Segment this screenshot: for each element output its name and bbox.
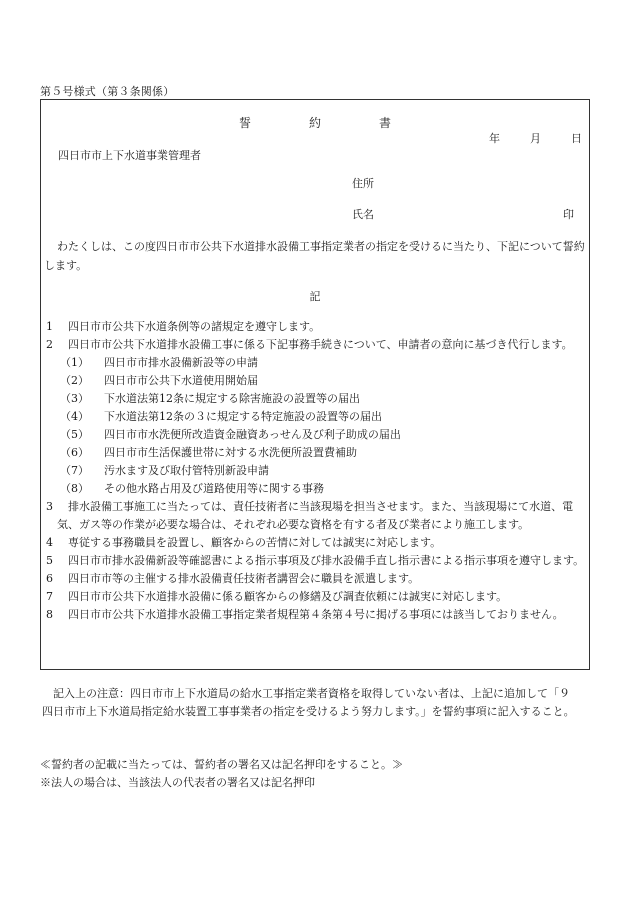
pledge-sub-item <box>46 444 586 462</box>
sub-item-number: （1） <box>60 356 89 369</box>
pledge-sub-item <box>46 354 586 372</box>
item-number: 1 <box>46 320 53 333</box>
item-text: 四日市市公共下水道排水設備工事指定業者規程第４条第４号に掲げる事項には該当しておりません。 <box>68 608 564 621</box>
item-number: 5 <box>46 554 53 567</box>
document-title <box>0 114 630 131</box>
title-char-2: 約 <box>308 116 321 130</box>
name-label: 氏名 <box>352 208 374 221</box>
corporation-footnote: ※法人の場合は、当該法人の代表者の署名又は記名押印 <box>40 776 315 789</box>
pledge-item <box>46 570 586 588</box>
item-text: 排水設備工事施工に当たっては、責任技術者に当該現場を担当させます。また、当該現場にて水道、電気、ガス等の作業が必要な場合は、それぞれ必要な資格を有する者及び業者により施工します。 <box>57 500 574 531</box>
pledge-item <box>46 534 586 552</box>
item-text: 四日市市排水設備新設等確認書による指示事項及び排水設備手直し指示書による指示事項を遵守します。 <box>68 554 585 567</box>
pledge-sub-item <box>46 408 586 426</box>
item-number: 3 <box>46 500 53 513</box>
pledge-items <box>46 318 586 624</box>
ki-heading: 記 <box>309 290 321 303</box>
sub-item-text: 下水道法第12条に規定する除害施設の設置等の届出 <box>104 392 360 405</box>
item-text: 四日市市公共下水道排水設備に係る顧客からの修繕及び調査依頼には誠実に対応します。 <box>68 590 508 603</box>
date-year: 年 <box>489 132 500 145</box>
sub-item-number: （8） <box>60 482 89 495</box>
signature-footnote: ≪誓約者の記載に当たっては、誓約者の署名又は記名押印をすること。≫ <box>40 758 403 771</box>
pledge-item <box>46 552 586 570</box>
pledge-item <box>46 336 586 354</box>
sub-item-text: 下水道法第12条の３に規定する特定施設の設置等の届出 <box>104 410 382 423</box>
sub-item-number: （3） <box>60 392 89 405</box>
sub-item-number: （5） <box>60 428 89 441</box>
pledge-sub-item <box>46 462 586 480</box>
item-text: 四日市市公共下水道条例等の諸規定を遵守します。 <box>68 320 321 333</box>
sub-item-number: （7） <box>60 464 89 477</box>
item-text: 四日市市等の主催する排水設備責任技術者講習会に職員を派遣します。 <box>68 572 420 585</box>
form-number: 第５号様式（第３条関係） <box>40 85 175 98</box>
entry-note: 記入上の注意：四日市市上下水道局の給水工事指定業者資格を取得していない者は、上記に追加して「９ 四日市市上下水道局指定給水装置工事事業者の指定を受けるよう努力します。」を誓約事項に記入すること。 <box>42 687 581 718</box>
date-month: 月 <box>530 132 541 145</box>
sub-item-text: 四日市市排水設備新設等の申請 <box>104 356 258 369</box>
sub-item-number: （6） <box>60 446 89 459</box>
item-number: 4 <box>46 536 53 549</box>
sub-item-text: 汚水ます及び取付管特別新設申請 <box>104 464 269 477</box>
pledge-item <box>46 318 586 336</box>
item-number: 6 <box>46 572 53 585</box>
sub-item-number: （4） <box>60 410 89 423</box>
item-text: 専従する事務職員を設置し、顧客からの苦情に対しては誠実に対応します。 <box>68 536 442 549</box>
pledge-sub-item <box>46 372 586 390</box>
sub-item-number: （2） <box>60 374 89 387</box>
item-number: 2 <box>46 338 53 351</box>
pledge-item <box>46 606 586 624</box>
address-label: 住所 <box>352 177 374 190</box>
title-char-3: 書 <box>379 116 392 130</box>
sub-item-text: 四日市市生活保護世帯に対する水洗便所設置費補助 <box>104 446 357 459</box>
sub-item-text: その他水路占用及び道路使用等に関する事務 <box>104 482 324 495</box>
title-char-1: 誓 <box>238 116 251 130</box>
sub-item-text: 四日市市公共下水道使用開始届 <box>104 374 258 387</box>
pledge-item <box>46 498 586 534</box>
pledge-sub-item <box>46 390 586 408</box>
item-number: 7 <box>46 590 53 603</box>
item-number: 8 <box>46 608 53 621</box>
sub-item-text: 四日市市水洗便所改造資金融資あっせん及び利子助成の届出 <box>104 428 401 441</box>
addressee: 四日市市上下水道事業管理者 <box>58 149 201 162</box>
pledge-sub-item <box>46 480 586 498</box>
item-text: 四日市市公共下水道排水設備工事に係る下記事務手続きについて、申請者の意向に基づき代行します。 <box>68 338 573 351</box>
date-line <box>489 130 582 146</box>
pledge-sub-item <box>46 426 586 444</box>
intro-paragraph: わたくしは、この度四日市市公共下水道排水設備工事指定業者の指定を受けるに当たり、下記について誓約します。 <box>44 240 585 272</box>
date-day: 日 <box>571 132 582 145</box>
pledge-item <box>46 588 586 606</box>
seal-mark: 印 <box>563 208 574 221</box>
